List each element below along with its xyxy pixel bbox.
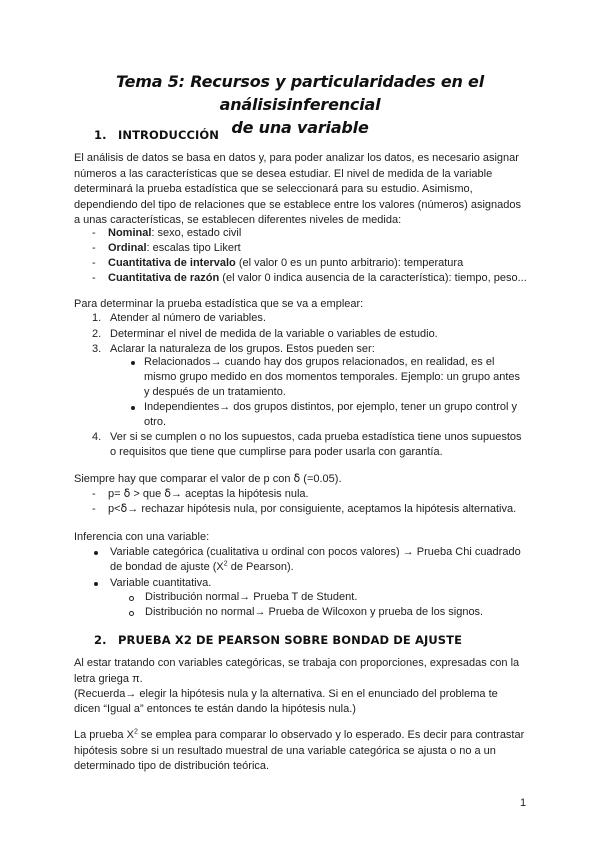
chi-line-2: hipótesis sobre si un resultado muestral de una variable categórica se ajusta o no a un bbox=[74, 745, 496, 757]
title-line-2: de una variable bbox=[231, 118, 369, 137]
section-1-title: INTRODUCCIÓN bbox=[118, 128, 220, 142]
inference-categorical-line-1: Variable categórica (cualitativa u ordinal con pocos valores) → Prueba Chi cuadrado bbox=[110, 546, 521, 558]
sub-bullet-marker bbox=[129, 611, 134, 616]
sub-related-line-3: y después de un tratamiento. bbox=[144, 386, 286, 398]
bullet-marker bbox=[131, 361, 135, 365]
dash-marker: - bbox=[92, 227, 96, 239]
intro-line-1: El análisis de datos se basa en datos y, para poder analizar los datos, es necesario asignar bbox=[74, 152, 519, 164]
section-2-title: PRUEBA X2 DE PEARSON SOBRE BONDAD DE AJUSTE bbox=[118, 633, 463, 647]
categorical-line-1: Al estar tratando con variables categóricas, se trabaja con proporciones, expresadas con la bbox=[74, 657, 520, 669]
page-number: 1 bbox=[520, 797, 527, 809]
intro-line-5: a unas características, se establecen diferentes niveles de medida: bbox=[74, 214, 402, 226]
sub-related-line-2: mismo grupo medido en dos momentos temporales. Ejemplo: un grupo antes bbox=[144, 371, 521, 383]
section-2-heading bbox=[94, 633, 463, 647]
step-1: Atender al número de variables. bbox=[110, 312, 266, 324]
categorical-line-2: letra griega π. bbox=[74, 673, 143, 685]
dash-marker: - bbox=[92, 503, 96, 515]
section-2-number: 2. bbox=[94, 633, 107, 647]
chi-line-3: determinado tipo de distribución teórica. bbox=[74, 760, 270, 772]
inference-categorical-line-2: de bondad de ajuste ($X^2$ de Pearson). bbox=[110, 560, 294, 573]
sub-independent-line-1: Independientes→ dos grupos distintos, por ejemplo, tener un grupo control y bbox=[144, 401, 518, 413]
bullet-marker bbox=[94, 582, 98, 586]
sub-independent-line-2: otro. bbox=[144, 416, 167, 428]
list-number: 4. bbox=[92, 431, 102, 443]
level-item: Ordinal: escalas tipo Likert bbox=[108, 242, 241, 254]
bullet-marker bbox=[94, 551, 98, 555]
steps-intro: Para determinar la prueba estadística que se va a emplear: bbox=[74, 298, 364, 310]
chi-line-1: La prueba $X^2$ se emplea para comparar lo observado y lo esperado. Es decir para contrastar bbox=[74, 728, 525, 741]
dash-marker: - bbox=[92, 257, 96, 269]
step-3: Aclarar la naturaleza de los grupos. Estos pueden ser: bbox=[110, 343, 375, 355]
pvalue-intro: Siempre hay que comparar el valor de p con ẟ (=0.05). bbox=[74, 473, 342, 485]
sub-bullet-marker bbox=[129, 596, 134, 601]
pvalue-accept: p= ẟ > que ẟ→ aceptas la hipótesis nula. bbox=[108, 488, 309, 500]
pvalue-reject: p<ẟ→ rechazar hipótesis nula, por consiguiente, aceptamos la hipótesis alternativa. bbox=[108, 503, 517, 515]
categorical-line-4: dicen “Igual a” entonces te están dando la hipótesis nula.) bbox=[74, 703, 356, 715]
intro-line-2: números a las características que se desea estudiar. El nivel de medida de la variable bbox=[74, 168, 493, 180]
intro-line-4: dependiendo del tipo de relaciones que se establece entre los valores (números) asignados bbox=[74, 199, 522, 211]
inference-intro: Inferencia con una variable: bbox=[74, 531, 210, 543]
inference-non-normal: Distribución no normal→ Prueba de Wilcoxon y prueba de los signos. bbox=[145, 606, 484, 618]
step-4-line-1: Ver si se cumplen o no los supuestos, cada prueba estadística tiene unos supuestos bbox=[110, 431, 522, 443]
list-number: 1. bbox=[92, 312, 102, 324]
sub-related-line-1: Relacionados→ cuando hay dos grupos relacionados, en realidad, es el bbox=[144, 356, 495, 368]
step-4-line-2: o requisitos que tiene que cumplirse para poder usarla con garantía. bbox=[110, 446, 443, 458]
dash-marker: - bbox=[92, 272, 96, 284]
intro-line-3: determinará la prueba estadística que se seleccionará para su estudio. Asimismo, bbox=[74, 183, 473, 195]
dash-marker: - bbox=[92, 488, 96, 500]
inference-normal: Distribución normal→ Prueba T de Student. bbox=[145, 591, 358, 603]
inference-quantitative: Variable cuantitativa. bbox=[110, 577, 212, 589]
level-item: Cuantitativa de intervalo (el valor 0 es un punto arbitrario): temperatura bbox=[108, 257, 464, 269]
list-number: 3. bbox=[92, 343, 102, 355]
list-number: 2. bbox=[92, 328, 102, 340]
step-2: Determinar el nivel de medida de la variable o variables de estudio. bbox=[110, 328, 438, 340]
section-1-heading bbox=[94, 128, 220, 142]
dash-marker: - bbox=[92, 242, 96, 254]
level-item: Cuantitativa de razón (el valor 0 indica ausencia de la característica): tiempo, peso... bbox=[108, 272, 527, 284]
title-line-1: Tema 5: Recursos y particularidades en el análisisinferencial bbox=[116, 72, 484, 114]
bullet-marker bbox=[131, 406, 135, 410]
level-item: Nominal: sexo, estado civil bbox=[108, 227, 242, 239]
section-1-number: 1. bbox=[94, 128, 107, 142]
categorical-line-3: (Recuerda→ elegir la hipótesis nula y la alternativa. Si en el enunciado del problema te bbox=[74, 688, 498, 700]
